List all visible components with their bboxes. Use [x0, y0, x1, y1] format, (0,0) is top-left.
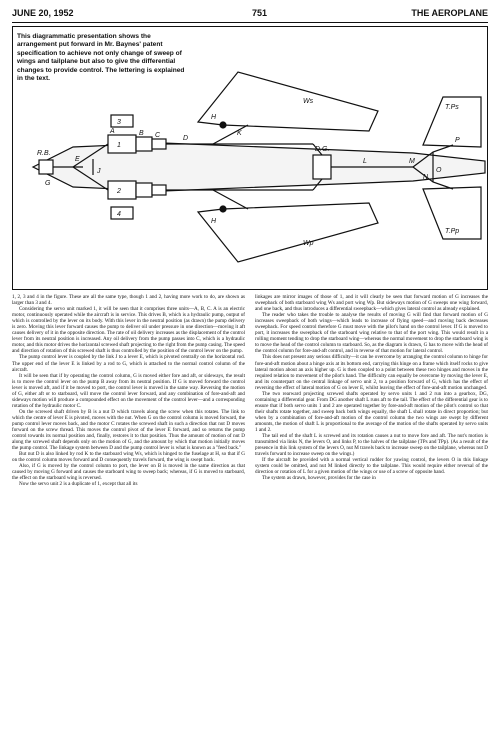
paragraph: But nut D is also linked by rod K to the starboard wing Ws, which is hinged to the fuselage at H, so that if G on the control column moves forward and D consequently travels forward, the wing is swept back. [12, 451, 245, 464]
label-dg: D.G. [315, 146, 330, 153]
label-h-top: H [211, 114, 217, 121]
label-p: P [455, 137, 460, 144]
paragraph: The pump control lever is coupled by the link J to a lever E, which is pivoted centrally on the horizontal rod. The upper end of the lever E is linked by a rod to G, which is attached to the normal control column of the aircraft. [12, 354, 245, 373]
label-ws: Ws [303, 98, 314, 105]
paragraph: linkages are mirror images of those of 1, and it will clearly be seen that forward motion of G increases the sweepback of both starboard wing Ws and port wing Wp. But sideways motion of G sweeps one wing forward, and one back, and thus introduces a differential sweepback—which gives lateral control as already explained. [255, 294, 488, 313]
label-o: O [436, 167, 442, 174]
paragraph: The reader who takes the trouble to analyse the results of moving G will find that forward motion of G increases sweepback of both wings—which leads to increase of flying speed—and moving back decreases sweepback. For speed control therefore G must move with the pilot's hand on the control lever. If G is moved to port, it increases the sweepback of the starboard wing relative to that of the port wing. This would result in a rolling moment tending to drop the starboard wing—whereas the normal movement to drop the starboard wing is to move the head of the control column to starboard. So, as the diagram is drawn, G has to move with the head of the control column for fore-and-aft control, and in reverse of that motion for lateral control. [255, 312, 488, 355]
paragraph: 1, 2, 3 and 4 in the figure. These are all the same type, though 1 and 2, having more work to do, are shown as larger than 3 and 4. [12, 294, 245, 307]
label-d: D [183, 135, 189, 142]
label-a: A [110, 128, 115, 135]
label-m: M [409, 158, 415, 165]
label-unit-3: 3 [117, 119, 121, 126]
paragraph: The tail end of the shaft L is screwed and its rotation causes a nut to move fore and aft. The nut's motion is transmitted via links N, the levers O, and links P, to the halves of the tailplane (TPs and TPp). (As a result of the presence in this link system of the levers O, nut M travels back to increase sweep on the tailplane, whereas nut D travels forward to increase sweep on the wings.) [255, 433, 488, 458]
left-column [12, 294, 245, 746]
label-g: G [45, 180, 51, 187]
paragraph: If the aircraft be provided with a normal vertical rudder for yawing control, the levers O in this linkage system could be omitted, and nut M linked directly to the tailplane. This would require either reversal of the direction or rotation of L for a given motion of the wings or use of a screw of opposite hand. [255, 457, 488, 476]
label-n: N [423, 174, 429, 181]
paragraph: The system as drawn, however, provides for the case in [262, 475, 376, 482]
label-unit-1: 1 [117, 142, 121, 149]
header-page-number: 751 [252, 8, 268, 18]
label-e: E [75, 156, 80, 163]
article-body [12, 294, 488, 746]
right-column [255, 294, 488, 746]
label-wp: Wp [303, 240, 314, 247]
label-k: K [237, 130, 242, 137]
header-publication: THE AEROPLANE [411, 8, 488, 18]
header-rule [12, 22, 488, 23]
page-header [12, 6, 488, 20]
paragraph: Also, if G is moved by the control column to port, the lever on B is moved in the same direction as that caused by moving G forward and causes the starboard wing to sweep back; whereas, if G is moved to starboard, the effect on the starboard wing is reversed. [12, 463, 245, 482]
paragraph: Considering the servo unit marked 1, it will be seen that it comprises three units—A, B, C. A is an electric motor, continuously operated while the aircraft is in service. This drives B, which is a hydraulic pump, output of which is controlled by the lever on its body. With this lever in the neutral position (as drawn) the pump delivery is zero. Moving this lever forward causes the pump to deliver oil under pressure in one direction—moving it aft causes delivery of it in the opposite direction. The rate of oil delivery increases as the displacement of the control lever from its neutral position is increased. Any oil delivery from the pump passes into C, which is a hydraulic motor, and this motor drives the horizontal screwed shaft projecting to the right from the pump casing. The speed and direction of rotation of this screwed shaft is thus controlled by the position of the control lever on the pump. [12, 306, 245, 355]
label-tps: T.Ps [445, 104, 459, 111]
label-rb: R.B. [37, 150, 51, 157]
label-l: L [363, 158, 367, 165]
label-tpp: T.Pp [445, 228, 460, 235]
label-j: J [97, 168, 101, 175]
paragraph: The two rearward projecting screwed shafts operated by servo units 1 and 2 run into a gearbox, DG, containing a differential gear. From DG another shaft L runs aft to the tail. The effect of the differential gear is to ensure that if both servo units 1 and 2 are operated together by fore-and-aft motion of the pilot's control so that their shafts rotate together, and sweep back both wings equally, the shaft L shall rotate in direct proportion; but when by a combination of fore-and-aft motion of the control column the two wings are swept by different amounts, the motion of shaft L is proportional to the average of the motion of the shafts operated by servo units 1 and 2. [255, 390, 488, 434]
figure-caption: This diagrammatic presentation shows the arrangement put forward in Mr. Baynes' patent specification to achieve not only change of sweep of wings and tailplane but also to give the differential changes to provide control. The lettering is explained in the text. [17, 33, 185, 83]
label-unit-4: 4 [117, 211, 121, 218]
label-h-bottom: H [211, 218, 217, 225]
label-c: C [155, 132, 161, 139]
paragraph: It will be seen that if by operating the control column, G is moved either fore and aft, or sideways, the result is to move the control lever on the pump B away from its neutral position. If G is moved forward the control lever is moved aft, and if it be moved to port, the control lever is moved in the same way. Reversing the motion of G, either aft or to starboard, will move the control lever forward, and any combination of fore-and-aft and sideways motion will produce a compounded effect on the movement of the control lever—and a corresponding rotation of the hydraulic motor C. [12, 372, 245, 409]
figure [12, 26, 488, 290]
paragraph: Now the servo unit 2 is a duplicate of 1, except that all its [19, 481, 138, 488]
label-b: B [139, 130, 144, 137]
paragraph: On the screwed shaft driven by B is a nut D which travels along the screw when this rotates. The link to which the centre of lever E is pivoted, moves with the nut. When G on the control column is moved forward, the pump control lever moves back, and the motor C rotates the screwed shaft in such a direction that nut D moves forward on the screw thread. This moves the control pivot of the lever E forward, and so returns the pump control towards its normal position and, finally, restores it to that position. Thus the amount of motion of nut D along the screwed shaft depends only on the motion of G, and the amount by which that motion initially moves the pump control. The linkage system between D and the pump control lever is what is known as a "feed back." [12, 408, 245, 452]
paragraph: This does not present any serious difficulty—it can be overcome by arranging the control column to hinge for fore-and-aft motion about a hinge axis at its bottom end, carrying this hinge on a frame which itself rocks to give lateral motion about an axis higher up. G is then coupled to a point between these two hinges and moves in the required relation to movement of the pilot's hand. The difficulty can equally be overcome by moving the lever E, and its counterpart on the central linkage of servo unit 2, to a position forward of G, which has the effect of reversing the effect of lateral motion of G on lever E, whilst leaving the effect of fore-and-aft motion unchanged. [255, 354, 488, 391]
header-date: JUNE 20, 1952 [12, 8, 74, 18]
label-unit-2: 2 [117, 188, 121, 195]
